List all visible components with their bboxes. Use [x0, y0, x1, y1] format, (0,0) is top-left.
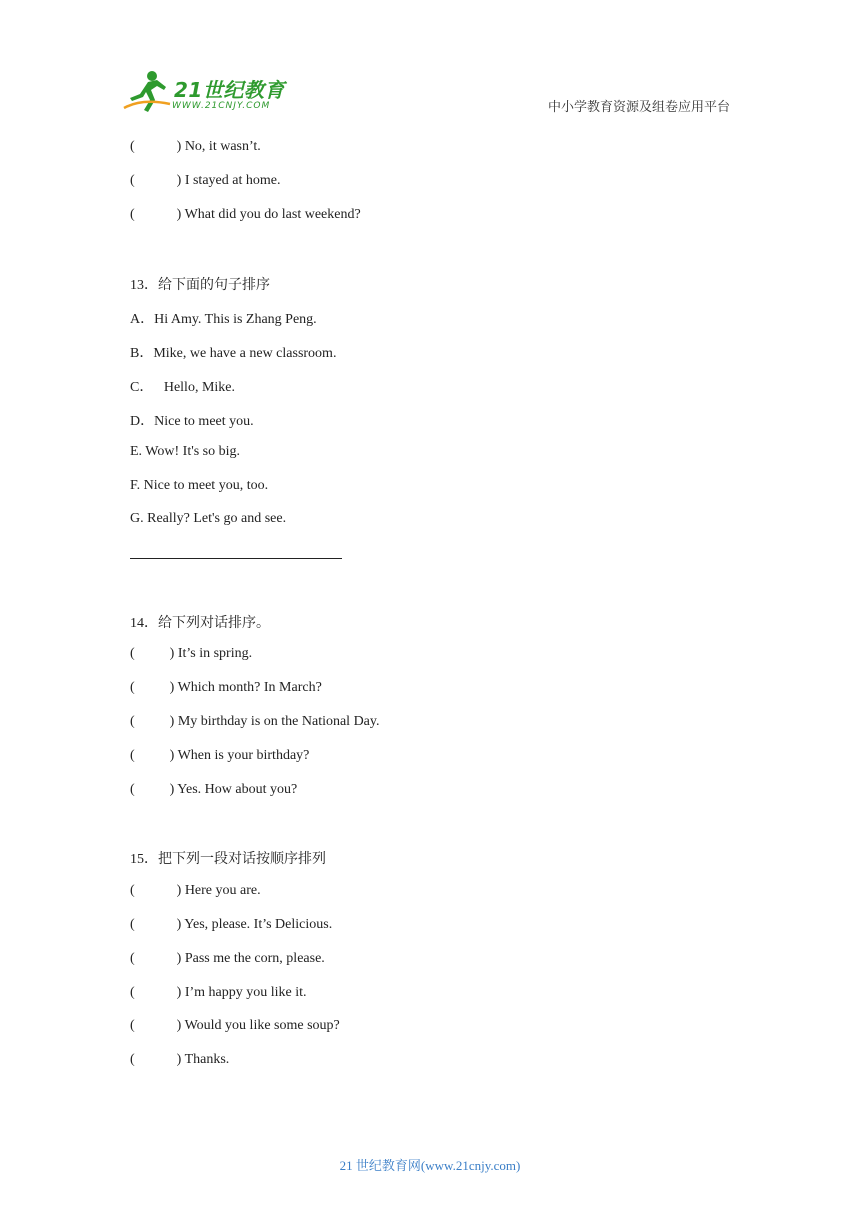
answer-line: ( ) Pass me the corn, please.: [130, 951, 325, 966]
answer-line: ( ) Yes, please. It’s Delicious.: [130, 917, 333, 932]
answer-line: ( ) Which month? In March?: [130, 680, 322, 695]
sentence-option: E. Wow! It's so big.: [130, 444, 241, 459]
footer-link[interactable]: 21 世纪教育网(www.21cnjy.com): [339, 1158, 521, 1173]
question-14-title: 14．给下列对话排序。: [130, 616, 270, 631]
question-15-title: 15．把下列一段对话按顺序排列: [130, 852, 326, 867]
answer-line: ( ) Yes. How about you?: [130, 782, 298, 797]
answer-line: ( ) It’s in spring.: [130, 646, 253, 661]
answer-line: ( ) I’m happy you like it.: [130, 985, 307, 1000]
logo-text: 21世纪教育: [174, 78, 285, 102]
answer-line: ( ) I stayed at home.: [130, 173, 281, 188]
answer-line: ( ) My birthday is on the National Day.: [130, 714, 380, 729]
site-logo: [122, 68, 292, 114]
answer-line: ( ) No, it wasn’t.: [130, 139, 261, 154]
runner-logo-icon: [122, 68, 172, 114]
sentence-option: A．Hi Amy. This is Zhang Peng.: [130, 312, 317, 327]
answer-line: ( ) When is your birthday?: [130, 748, 310, 763]
answer-blank-line[interactable]: [130, 558, 342, 559]
header-platform-text: 中小学教育资源及组卷应用平台: [547, 99, 730, 114]
sentence-option: C． Hello, Mike.: [130, 380, 235, 395]
sentence-option: F. Nice to meet you, too.: [130, 478, 269, 493]
answer-line: ( ) Would you like some soup?: [130, 1018, 340, 1033]
sentence-option: D．Nice to meet you.: [130, 414, 254, 429]
question-13-title: 13．给下面的句子排序: [130, 278, 270, 293]
logo-subtext: WWW.21CNJY.COM: [172, 101, 271, 111]
answer-line: ( ) What did you do last weekend?: [130, 207, 361, 222]
sentence-option: G. Really? Let's go and see.: [130, 511, 287, 526]
sentence-option: B．Mike, we have a new classroom.: [130, 346, 337, 361]
answer-line: ( ) Thanks.: [130, 1052, 230, 1067]
answer-line: ( ) Here you are.: [130, 883, 261, 898]
